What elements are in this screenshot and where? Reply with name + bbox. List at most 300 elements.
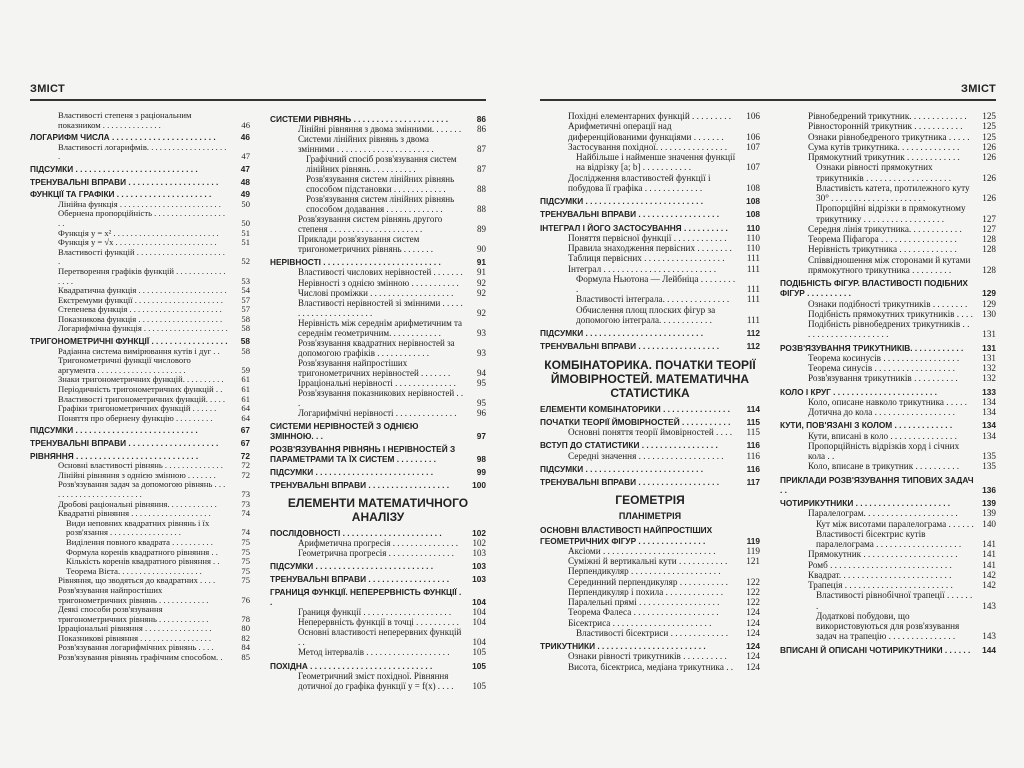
toc-page-number: 124 — [746, 651, 760, 662]
toc-entry-title: ЕЛЕМЕНТИ КОМБІНАТОРИКИ . . . . . . . . . . . . . . . — [540, 403, 730, 414]
toc-page-number: 51 — [241, 237, 250, 248]
toc-entry-title: Квадратні рівняння . . . . . . . . . . . . . . . . . . . — [58, 508, 211, 519]
toc-entry — [270, 538, 486, 548]
toc-entry — [30, 324, 250, 334]
toc-page-number: 93 — [477, 327, 486, 338]
toc-page-number: 88 — [477, 204, 486, 215]
toc-entry — [270, 124, 486, 134]
toc-entry — [780, 519, 996, 529]
toc-section — [540, 440, 760, 450]
toc-entry-title: ПІДСУМКИ . . . . . . . . . . . . . . . . . . . . . . . . . . — [270, 561, 434, 572]
toc-page-number: 64 — [241, 403, 250, 414]
toc-page-number: 116 — [746, 450, 760, 461]
toc-page-number: 114 — [746, 403, 760, 414]
toc-entry-title: ТРИГОНОМЕТРИЧНІ ФУНКЦІЇ . . . . . . . . . . . . . . . . . — [30, 336, 228, 347]
toc-entry-title: Аксіоми . . . . . . . . . . . . . . . . . . . . . . . . . — [568, 545, 716, 556]
toc-entry-title: Логарифмічна функція . . . . . . . . . . . . . . . . . . . . — [58, 323, 228, 334]
toc-entry — [30, 653, 250, 663]
toc-page-number: 122 — [746, 597, 760, 607]
toc-page-number: 72 — [241, 460, 250, 471]
toc-entry-title: ВСТУП ДО СТАТИСТИКИ . . . . . . . . . . . . . . . . . — [540, 440, 718, 451]
toc-page-number: 124 — [746, 627, 760, 638]
toc-page-number: 103 — [472, 561, 486, 572]
toc-page-number: 74 — [241, 527, 250, 538]
toc-entry — [540, 556, 760, 566]
toc-entry-title: Кути, вписані в коло . . . . . . . . . . . . . . . — [808, 430, 957, 441]
toc-page-number: 124 — [746, 607, 760, 618]
toc-page-number: 111 — [746, 253, 760, 264]
toc-entry-title: ПОДІБНІСТЬ ФІГУР. ВЛАСТИВОСТІ ПОДІБНИХ ФІГУР . . . . . . . . . . — [780, 278, 968, 299]
toc-page-number: 84 — [241, 642, 250, 653]
toc-entry — [270, 278, 486, 288]
toc-page-number: 127 — [982, 223, 996, 234]
toc-entry-title: Кількість коренів квадратного рівняння . . — [66, 556, 220, 567]
toc-entry — [780, 183, 996, 204]
header-rule — [30, 99, 486, 101]
toc-section — [270, 574, 486, 584]
toc-entry — [780, 431, 996, 441]
toc-entry-title: Рівнобедрений трикутник. . . . . . . . . . . . . — [808, 111, 967, 121]
toc-entry-title: Квадратична функція . . . . . . . . . . . . . . . . . . . . . — [58, 285, 227, 296]
toc-entry-title: Метод інтервалів . . . . . . . . . . . . . . . . . . . — [298, 647, 450, 658]
toc-entry-title: Серединний перпендикуляр . . . . . . . . . . . — [568, 576, 728, 587]
toc-page-number: 92 — [477, 307, 486, 318]
toc-entry-title: Розв'язування найпростіших тригонометричних рівнянь . . . . . . . . . . . . — [58, 584, 209, 605]
toc-page-number: 143 — [982, 631, 996, 642]
toc-entry-title: Властивості тригонометричних функцій. . . . . — [58, 393, 226, 404]
toc-entry-title: ПРИКЛАДИ РОЗВ'ЯЗУВАННЯ ТИПОВИХ ЗАДАЧ . . — [780, 474, 974, 495]
toc-entry-title: ТРИКУТНИКИ . . . . . . . . . . . . . . . . . . . . . . . . — [540, 641, 706, 651]
toc-section — [780, 278, 996, 299]
toc-page-number: 46 — [240, 132, 250, 143]
toc-page-number: 122 — [746, 576, 760, 587]
toc-page-number: 73 — [241, 498, 250, 509]
toc-section — [540, 525, 760, 546]
toc-entry-title: ТРЕНУВАЛЬНІ ВПРАВИ . . . . . . . . . . . . . . . . . . . . — [30, 176, 219, 187]
toc-entry-title: ТРЕНУВАЛЬНІ ВПРАВИ . . . . . . . . . . . . . . . . . . . . — [30, 438, 219, 448]
toc-page-number: 110 — [746, 243, 760, 253]
toc-page-number: 104 — [472, 597, 486, 608]
toc-page-number: 115 — [746, 416, 760, 427]
toc-page-number: 94 — [477, 367, 486, 378]
toc-page-number: 124 — [746, 661, 760, 672]
toc-entry-title: Квадрат. . . . . . . . . . . . . . . . . . . . . . . . . — [808, 569, 952, 580]
toc-entry — [540, 651, 760, 661]
toc-entry-title: ТРЕНУВАЛЬНІ ВПРАВИ . . . . . . . . . . . . . . . . . . — [540, 209, 720, 220]
toc-entry-title: Перетворення графіків функцій . . . . . . . . . . . . . . . . — [58, 265, 226, 286]
toc-entry-title: Властивості інтеграла. . . . . . . . . . . . . . . — [576, 294, 730, 305]
toc-entry-title: Висота, бісектриса, медіана трикутника . . — [568, 661, 734, 672]
toc-page-number: 92 — [477, 277, 486, 288]
toc-section — [780, 420, 996, 430]
toc-page-number: 112 — [746, 341, 760, 352]
toc-page-number: 104 — [472, 637, 486, 648]
toc-entry-title: Розв'язування показникових нерівностей . . . — [298, 387, 464, 408]
toc-entry-title: Обчислення площ плоских фігур за допомогою інтеграла. . . . . . . . . . . . — [576, 304, 716, 325]
toc-entry — [780, 560, 996, 570]
toc-page-number: 50 — [241, 198, 250, 209]
toc-entry — [270, 298, 486, 318]
toc-entry-title: Сума кутів трикутника. . . . . . . . . . . . . . — [808, 141, 960, 152]
toc-page-number: 54 — [241, 285, 250, 296]
toc-entry — [780, 397, 996, 407]
toc-page-number: 90 — [477, 244, 486, 255]
toc-page-number: 143 — [982, 600, 996, 611]
toc-entry — [780, 121, 996, 131]
toc-entry-title: Паралельні прямі . . . . . . . . . . . . . . . . . . — [568, 597, 720, 607]
toc-entry-title: ЧОТИРИКУТНИКИ . . . . . . . . . . . . . . . . . . . . . — [780, 498, 951, 508]
toc-entry-title: Деякі способи розв'язування тригонометричних рівнянь . . . . . . . . . . . . — [58, 604, 209, 624]
toc-section — [270, 480, 486, 490]
toc-entry-title: РОЗВ'ЯЗУВАННЯ ТРИКУТНИКІВ. . . . . . . . . . . . — [780, 342, 964, 353]
toc-entry-title: Лінійні рівняння з однією змінною . . . . . . . — [58, 469, 216, 480]
toc-entry — [540, 294, 760, 304]
header-rule — [540, 99, 996, 101]
toc-entry-title: Графічний спосіб розв'язування систем лінійних рівнянь . . . . . . . . . . — [306, 154, 457, 175]
toc-page-number: 57 — [241, 294, 250, 305]
toc-section — [30, 439, 250, 449]
toc-entry-title: ТРЕНУВАЛЬНІ ВПРАВИ . . . . . . . . . . . . . . . . . . — [270, 480, 450, 491]
toc-page-number: 75 — [241, 546, 250, 557]
toc-page-number: 131 — [982, 329, 996, 340]
toc-page-number: 106 — [746, 111, 760, 121]
toc-entry — [30, 480, 250, 499]
toc-entry-title: Геометричний зміст похідної. Рівняння дотичної до графіка функції y = f(x) . . . . — [298, 670, 454, 691]
toc-entry-title: Таблиця первісних . . . . . . . . . . . . . . . . . . — [568, 253, 725, 264]
toc-entry-title: Степенева функція . . . . . . . . . . . . . . . . . . . . . . — [58, 304, 222, 315]
toc-entry — [780, 570, 996, 580]
toc-page-number: 58 — [241, 313, 250, 324]
toc-entry — [270, 288, 486, 298]
toc-entry — [780, 590, 996, 611]
toc-page-number: 142 — [982, 580, 996, 590]
toc-entry-title: Розв'язування систем лінійних рівнянь способом додавання . . . . . . . . . . . . . — [306, 194, 455, 215]
part-title: ГЕОМЕТРІЯ — [615, 493, 685, 508]
toc-entry — [780, 142, 996, 152]
toc-section — [540, 641, 760, 651]
toc-entry — [780, 529, 996, 550]
toc-entry-title: Властивості бісектрис кутів паралелограма . . . . . . . . . . . . . . . . . . . — [816, 528, 962, 549]
toc-entry-title: ТРЕНУВАЛЬНІ ВПРАВИ . . . . . . . . . . . . . . . . . . — [270, 574, 450, 585]
toc-entry — [540, 173, 760, 194]
toc-page-number: 105 — [472, 660, 486, 671]
toc-entry-title: Дробові раціональні рівняння. . . . . . . . . . . . — [58, 498, 217, 509]
toc-page-number: 78 — [241, 613, 250, 624]
toc-entry — [270, 358, 486, 378]
toc-entry-title: Перпендикуляр . . . . . . . . . . . . . . . . . . . . — [568, 566, 721, 577]
toc-entry — [540, 253, 760, 263]
toc-page-number: 104 — [472, 617, 486, 628]
toc-entry — [270, 267, 486, 277]
toc-entry-title: Теорема Фалеса . . . . . . . . . . . . . . . . . . . — [568, 607, 719, 618]
toc-section — [270, 257, 486, 267]
toc-entry-title: Інтеграл . . . . . . . . . . . . . . . . . . . . . . . . . — [568, 263, 717, 274]
toc-entry — [270, 548, 486, 558]
toc-entry-title: Дотична до кола . . . . . . . . . . . . . . . . . . — [808, 407, 955, 417]
toc-entry — [30, 414, 250, 424]
toc-entry-title: Ознаки рівності трикутників . . . . . . . . . . — [568, 651, 727, 662]
toc-page-number: 99 — [476, 467, 486, 478]
toc-page-number: 61 — [241, 374, 250, 385]
toc-entry-title: РІВНЯННЯ . . . . . . . . . . . . . . . . . . . . . . . . . . . — [30, 450, 199, 461]
toc-page-number: 91 — [476, 257, 486, 268]
toc-entry — [270, 408, 486, 418]
toc-page-number: 95 — [477, 377, 486, 388]
toc-page-number: 67 — [240, 425, 250, 436]
toc-entry-title: Функція y = √x . . . . . . . . . . . . . . . . . . . . . . . . — [58, 237, 217, 248]
toc-entry — [270, 378, 486, 388]
toc-entry — [780, 549, 996, 559]
toc-page-number: 93 — [477, 347, 486, 358]
toc-page-number: 129 — [982, 298, 996, 309]
toc-entry-title: Теорема Піфагора . . . . . . . . . . . . . . . . . — [808, 234, 957, 244]
toc-page-number: 57 — [241, 304, 250, 315]
toc-entry-title: Прямокутник . . . . . . . . . . . . . . . . . . . . . — [808, 549, 958, 560]
toc-entry-title: Розв'язування найпростіших тригонометричних нерівностей . . . . . . . — [298, 357, 451, 378]
toc-entry — [540, 451, 760, 461]
toc-entry-title: Коло, вписане в трикутник . . . . . . . . . . — [808, 461, 960, 472]
toc-entry-title: Формула коренів квадратного рівняння . . — [66, 546, 218, 557]
toc-entry-title: ЛОГАРИФМ ЧИСЛА . . . . . . . . . . . . . . . . . . . . . . . — [30, 132, 216, 143]
toc-page-number: 134 — [982, 407, 996, 417]
toc-page-number: 132 — [982, 373, 996, 384]
toc-entry-title: Розв'язування систем лінійних рівнянь способом підстановки . . . . . . . . . . . . — [306, 174, 455, 195]
toc-page-number: 91 — [477, 267, 486, 278]
toc-page-number: 125 — [982, 131, 996, 142]
toc-page-number: 126 — [982, 152, 996, 162]
toc-page-number: 107 — [746, 141, 760, 152]
toc-entry-title: Середні значення . . . . . . . . . . . . . . . . . . . — [568, 450, 724, 461]
toc-section — [270, 528, 486, 538]
toc-section — [540, 209, 760, 219]
toc-entry-title: Бісектриса . . . . . . . . . . . . . . . . . . . . . . — [568, 617, 712, 628]
toc-entry-title: ГРАНИЦЯ ФУНКЦІЇ. НЕПЕРЕРВНІСТЬ ФУНКЦІЇ . . — [270, 587, 462, 608]
toc-page-number: 88 — [477, 184, 486, 195]
toc-entry-title: Радіанна система вимірювання кутів і дуг . . — [58, 345, 220, 356]
toc-entry-title: ПОСЛІДОВНОСТІ . . . . . . . . . . . . . . . . . . . . . . — [270, 528, 442, 539]
toc-entry — [780, 299, 996, 309]
toc-entry-title: Основні поняття теорії ймовірностей . . . . — [568, 427, 733, 437]
toc-page-number: 59 — [241, 364, 250, 375]
toc-entry-title: Правила знаходження первісних . . . . . . . . — [568, 243, 732, 253]
toc-page-number: 47 — [240, 163, 250, 174]
toc-page-number: 128 — [982, 244, 996, 255]
toc-page-number: 85 — [241, 652, 250, 663]
toc-entry — [780, 224, 996, 234]
toc-entry — [270, 318, 486, 338]
toc-page-number: 124 — [746, 617, 760, 628]
toc-page-number: 108 — [746, 196, 760, 206]
toc-entry-title: СИСТЕМИ НЕРІВНОСТЕЙ З ОДНІЄЮ ЗМІННОЮ. . . — [270, 420, 419, 441]
toc-entry — [270, 607, 486, 617]
toc-entry — [270, 134, 486, 154]
toc-entry-title: Поняття первісної функції . . . . . . . . . . . . — [568, 232, 727, 243]
toc-entry-title: ІНТЕГРАЛ І ЙОГО ЗАСТОСУВАННЯ . . . . . . . . . . — [540, 222, 728, 233]
toc-entry — [780, 234, 996, 244]
toc-entry-title: ПОХІДНА . . . . . . . . . . . . . . . . . . . . . . . . . . . — [270, 660, 433, 671]
toc-section — [540, 464, 760, 474]
part-title: КОМБІНАТОРИКА. ПОЧАТКИ ТЕОРІЇ ЙМОВІРНОСТЕЙ. МАТЕМАТИЧНА СТАТИСТИКА — [544, 357, 756, 400]
toc-entry — [270, 174, 486, 194]
toc-column — [780, 111, 996, 655]
toc-page-number: 76 — [241, 594, 250, 605]
toc-page-number: 103 — [472, 574, 486, 585]
toc-entry — [780, 111, 996, 121]
toc-section — [540, 328, 760, 338]
part-title: ЕЛЕМЕНТИ МАТЕМАТИЧНОГО АНАЛІЗУ — [287, 496, 469, 525]
toc-page-number: 124 — [746, 641, 760, 651]
toc-entry-title: ОСНОВНІ ВЛАСТИВОСТІ НАЙПРОСТІШИХ ГЕОМЕТРИЧНИХ ФІГУР . . . . . . . . . . . . . . . — [540, 525, 713, 546]
toc-page-number: 115 — [746, 427, 760, 437]
toc-page-number: 134 — [982, 396, 996, 407]
toc-entry — [270, 338, 486, 358]
toc-entry-title: Прямокутний трикутник . . . . . . . . . . . . — [808, 152, 960, 162]
toc-entry — [780, 373, 996, 383]
toc-page-number: 97 — [476, 430, 486, 441]
toc-entry-title: ПІДСУМКИ . . . . . . . . . . . . . . . . . . . . . . . . . . — [540, 328, 704, 338]
toc-page-number: 129 — [982, 288, 996, 299]
toc-page-number: 117 — [746, 477, 760, 487]
toc-entry-title: Нерівність між середнім арифметичним та середнім геометричним. . . . . . . . . . . . — [298, 317, 463, 338]
toc-page-number: 111 — [746, 263, 760, 274]
toc-page-number: 133 — [982, 386, 996, 397]
toc-entry — [780, 580, 996, 590]
toc-entry-title: ПІДСУМКИ . . . . . . . . . . . . . . . . . . . . . . . . . . — [540, 196, 704, 206]
toc-entry-title: Неперервність функції в точці . . . . . . . . . . — [298, 617, 459, 628]
toc-page-number: 47 — [241, 151, 250, 162]
toc-entry-title: ВПИСАНІ Й ОПИСАНІ ЧОТИРИКУТНИКИ . . . . . . — [780, 644, 971, 655]
toc-page-number: 119 — [746, 535, 760, 546]
toc-entry — [540, 152, 760, 173]
toc-entry-title: Розв'язування трикутників . . . . . . . . . . — [808, 373, 958, 384]
toc-entry-title: Трапеція . . . . . . . . . . . . . . . . . . . . . . . . — [808, 580, 953, 590]
toc-page-number: 74 — [241, 508, 250, 519]
toc-section — [270, 467, 486, 477]
toc-entry — [270, 647, 486, 657]
toc-page-number: 141 — [982, 549, 996, 560]
toc-entry — [780, 363, 996, 373]
toc-entry-title: Подібність прямокутних трикутників . . . . — [808, 308, 973, 319]
toc-page-number: 110 — [746, 222, 760, 233]
toc-entry-title: ПІДСУМКИ . . . . . . . . . . . . . . . . . . . . . . . . . . — [270, 467, 434, 478]
toc-section — [780, 498, 996, 508]
toc-entry-title: Види неповних квадратних рівнянь і їх розв'язання . . . . . . . . . . . . . . . . . — [66, 517, 210, 538]
toc-page-number: 131 — [982, 342, 996, 353]
toc-entry-title: Суміжні й вертикальні кути . . . . . . . . . . . — [568, 556, 728, 566]
toc-entry-title: Функція y = x² . . . . . . . . . . . . . . . . . . . . . . . . . — [58, 227, 219, 238]
toc-column — [540, 111, 760, 672]
toc-page-number: 136 — [982, 484, 996, 495]
toc-page-number: 135 — [982, 461, 996, 472]
toc-page-number: 58 — [241, 323, 250, 334]
toc-page-number: 50 — [241, 217, 250, 228]
toc-page-number: 53 — [241, 275, 250, 286]
toc-entry-title: Розв'язування логарифмічних рівнянь . . . . — [58, 642, 214, 653]
toc-page-number: 104 — [472, 607, 486, 618]
toc-entry-title: КОЛО І КРУГ . . . . . . . . . . . . . . . . . . . . . . . — [780, 386, 937, 397]
toc-column — [270, 111, 486, 691]
toc-entry-title: Виділення повного квадрата . . . . . . . . . . — [66, 536, 213, 547]
toc-entry — [540, 618, 760, 628]
toc-section — [540, 341, 760, 351]
toc-entry-title: Теорема Вієта. . . . . . . . . . . . . . . . . . . . — [66, 565, 202, 576]
toc-section — [270, 587, 486, 607]
toc-section — [780, 387, 996, 397]
toc-page-number: 75 — [241, 565, 250, 576]
toc-entry-title: Властивості степеня з раціональним показником . . . . . . . . . . . . . . — [58, 110, 192, 130]
toc-page-number: 134 — [982, 430, 996, 441]
toc-entry-title: Похідні елементарних функцій . . . . . . . . . — [568, 111, 732, 121]
toc-entry-title: Нерівності з однією змінною . . . . . . . . . . . — [298, 277, 459, 288]
toc-entry — [270, 214, 486, 234]
toc-page-number: 108 — [746, 182, 760, 193]
toc-page-number: 95 — [477, 397, 486, 408]
toc-entry — [30, 248, 250, 267]
toc-entry — [780, 407, 996, 417]
toc-page-number: 75 — [241, 556, 250, 567]
toc-page-number: 103 — [472, 548, 486, 559]
toc-page-number: 75 — [241, 575, 250, 586]
toc-entry — [270, 617, 486, 627]
toc-page-number: 110 — [746, 232, 760, 243]
toc-entry-title: Розв'язування систем рівнянь другого степеня . . . . . . . . . . . . . . . . . . . . . — [298, 214, 443, 235]
toc-entry — [780, 461, 996, 471]
toc-entry — [780, 353, 996, 363]
toc-entry — [540, 274, 760, 295]
toc-section — [540, 223, 760, 233]
toc-page-number: 87 — [477, 164, 486, 175]
toc-entry-title: ПІДСУМКИ . . . . . . . . . . . . . . . . . . . . . . . . . . . — [30, 163, 198, 174]
toc-page-number: 86 — [476, 114, 486, 124]
toc-entry-title: Рівносторонній трикутник . . . . . . . . . . . — [808, 121, 963, 132]
toc-page-number: 67 — [240, 438, 250, 448]
toc-page-number: 121 — [746, 556, 760, 566]
toc-entry — [30, 111, 250, 130]
toc-entry — [780, 309, 996, 319]
toc-section — [270, 661, 486, 671]
toc-page-number: 141 — [982, 559, 996, 570]
toc-entry-title: Показникові рівняння . . . . . . . . . . . . . . . . . — [58, 632, 212, 643]
toc-page-number: 119 — [746, 545, 760, 556]
toc-entry — [780, 203, 996, 224]
toc-page-number: 111 — [746, 314, 760, 325]
toc-page-number: 46 — [241, 119, 250, 130]
toc-entry — [780, 611, 996, 642]
toc-entry-title: Властивості нерівностей зі змінними . . . . . . . . . . . . . . . . . . . . . . — [298, 297, 463, 318]
toc-entry — [30, 605, 250, 624]
toc-entry — [540, 662, 760, 672]
toc-page-number: 100 — [472, 480, 486, 491]
toc-entry — [540, 597, 760, 607]
toc-entry — [270, 671, 486, 691]
toc-page-number: 108 — [746, 209, 760, 220]
toc-entry-title: Теорема синусів . . . . . . . . . . . . . . . . . . — [808, 363, 955, 373]
toc-entry-title: Ознаки рівнобедреного трикутника . . . . . — [808, 131, 970, 142]
toc-page-number: 58 — [241, 345, 250, 356]
toc-entry — [270, 388, 486, 408]
toc-page-number: 131 — [982, 352, 996, 363]
toc-page-number: 87 — [477, 144, 486, 155]
toc-entry-title: Пропорційність відрізків хорд і січних кола . . — [808, 440, 960, 461]
toc-page-number: 135 — [982, 451, 996, 461]
toc-entry-title: СИСТЕМИ РІВНЯНЬ . . . . . . . . . . . . . . . . . . . . . — [270, 114, 449, 124]
toc-page-number: 89 — [477, 224, 486, 235]
right-page — [540, 83, 996, 683]
toc-page-number: 102 — [472, 538, 486, 549]
toc-entry-title: Кут між висотами паралелограма . . . . . . — [816, 518, 974, 529]
toc-entry-title: Розв'язування рівнянь графічним способом. . — [58, 652, 223, 663]
toc-entry-title: НЕРІВНОСТІ . . . . . . . . . . . . . . . . . . . . . . . . . . — [270, 257, 441, 268]
